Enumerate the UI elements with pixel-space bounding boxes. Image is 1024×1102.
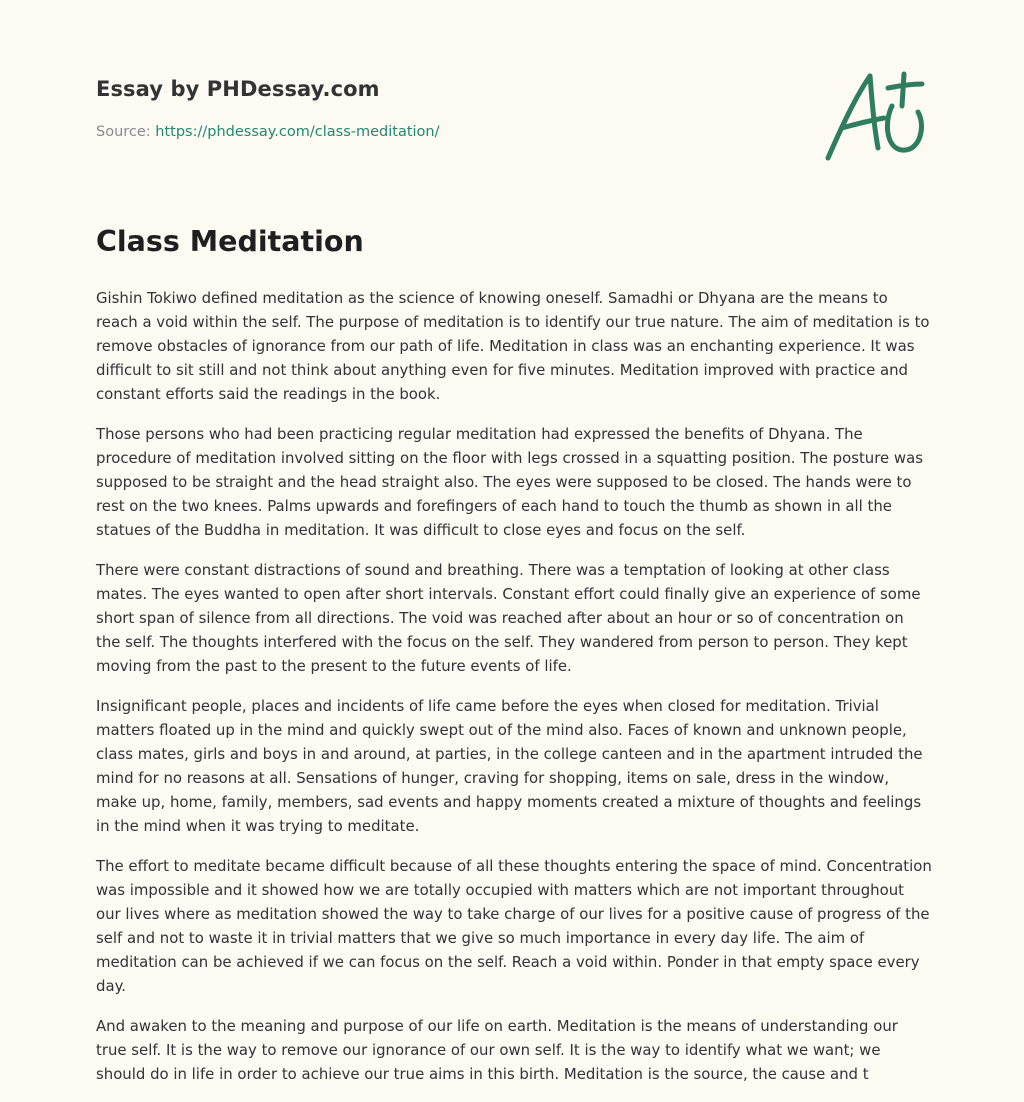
essay-body — [96, 286, 932, 1102]
essay-paragraph: And awaken to the meaning and purpose of our life on earth. Meditation is the means of understanding our true self. It is the way to remove our ignorance of our own self. It is the way to identify what we want; we should do in life in order to achieve our true aims in this birth. Meditation is the source, the cause and t — [96, 1017, 898, 1083]
source-link[interactable]: https://phdessay.com/class-meditation/ — [155, 124, 440, 140]
essay-paragraph: Those persons who had been practicing regular meditation had expressed the benefits of Dhyana. The procedure of meditation involved sitting on the floor with legs crossed in a squatting position. The posture was supposed to be straight and the head straight also. The eyes were supposed to be closed. The hands were to rest on the two knees. Palms upwards and forefingers of each hand to touch the thumb as shown in all the statues of the Buddha in meditation. It was difficult to close eyes and focus on the self. — [96, 425, 923, 539]
essay-paragraph: There were constant distractions of sound and breathing. There was a temptation of looking at other class mates. The eyes wanted to open after short intervals. Constant effort could finally give an experience of some short span of silence from all directions. The void was reached after about an hour or so of concentration on the self. The thoughts interfered with the focus on the self. They wandered from person to person. They kept moving from the past to the present to the future events of life. — [96, 561, 921, 675]
brand-title: Essay by PHDessay.com — [96, 77, 380, 101]
source-line — [96, 124, 440, 140]
a-plus-logo-icon — [822, 66, 932, 166]
essay-paragraph: The effort to meditate became difficult because of all these thoughts entering the space of mind. Concentration was impossible and it showed how we are totally occupied with matters which are not important throughout our lives where as meditation showed the way to take charge of our lives for a positive cause of progress of the self and not to waste it in trivial matters that we give so much importance in every day life. The aim of meditation can be achieved if we can focus on the self. Reach a void within. Ponder in that empty space every day. — [96, 857, 932, 995]
essay-paragraph: Insignificant people, places and incidents of life came before the eyes when closed for meditation. Trivial matters floated up in the mind and quickly swept out of the mind also. Faces of known and unknown people, class mates, girls and boys in and around, at parties, in the college canteen and in the apartment intruded the mind for no reasons at all. Sensations of hunger, craving for shopping, items on sale, dress in the window, make up, home, family, members, sad events and happy moments created a mixture of thoughts and feelings in the mind when it was trying to meditate. — [96, 697, 923, 835]
essay-title: Class Meditation — [96, 225, 364, 258]
essay-paragraph: Gishin Tokiwo defined meditation as the science of knowing oneself. Samadhi or Dhyana are the means to reach a void within the self. The purpose of meditation is to identify our true nature. The aim of meditation is to remove obstacles of ignorance from our path of life. Meditation in class was an enchanting experience. It was difficult to sit still and not think about anything even for five minutes. Meditation improved with practice and constant efforts said the readings in the book. — [96, 289, 930, 403]
source-label: Source: — [96, 124, 151, 140]
essay-page — [96, 0, 932, 1083]
